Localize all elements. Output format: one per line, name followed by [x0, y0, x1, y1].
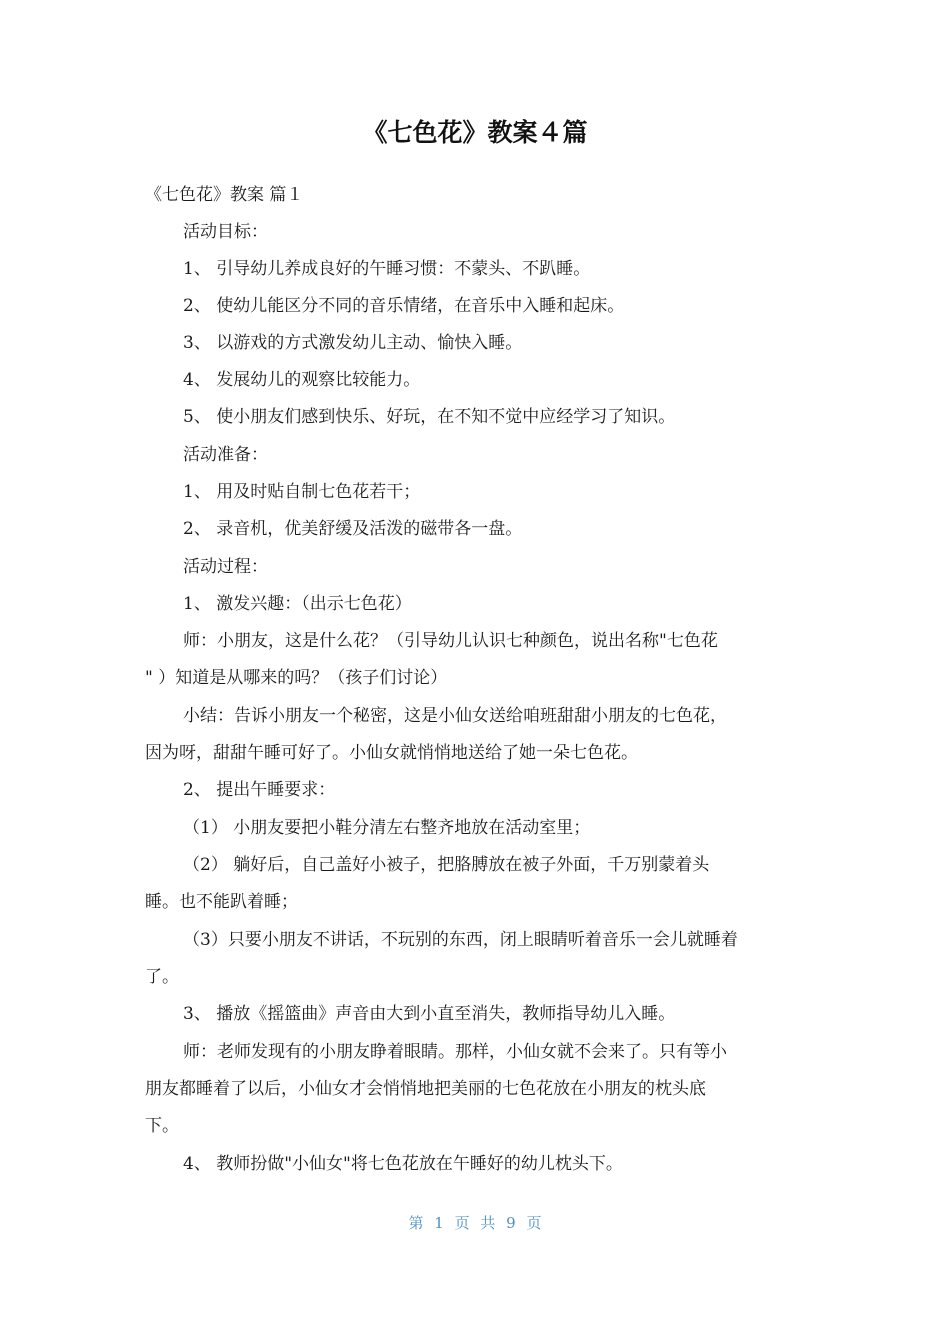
paragraph-line: 小结：告诉小朋友一个秘密，这是小仙女送给咱班甜甜小朋友的七色花，: [183, 706, 727, 726]
paragraph-line: 3、 播放《摇篮曲》声音由大到小直至消失，教师指导幼儿入睡。: [183, 1004, 676, 1024]
paragraph-line: 2、 使幼儿能区分不同的音乐情绪，在音乐中入睡和起床。: [183, 296, 625, 316]
paragraph-line: 活动准备：: [183, 445, 268, 465]
paragraph-line: 师：老师发现有的小朋友睁着眼睛。那样，小仙女就不会来了。只有等小: [183, 1042, 727, 1062]
paragraph-line: 4、 教师扮做"小仙女"将七色花放在午睡好的幼儿枕头下。: [183, 1154, 623, 1174]
paragraph-line: 睡。也不能趴着睡；: [145, 892, 298, 912]
page-number-footer: 第 1 页 共 9 页: [408, 1214, 542, 1232]
paragraph-line: 3、 以游戏的方式激发幼儿主动、愉快入睡。: [183, 333, 523, 353]
paragraph-line: 1、 用及时贴自制七色花若干；: [183, 482, 421, 502]
paragraph-line: 4、 发展幼儿的观察比较能力。: [183, 370, 421, 390]
paragraph-line: 1、 引导幼儿养成良好的午睡习惯：不蒙头、不趴睡。: [183, 259, 591, 279]
paragraph-line: （1） 小朋友要把小鞋分清左右整齐地放在活动室里；: [183, 818, 591, 838]
paragraph-line: 2、 提出午睡要求：: [183, 780, 336, 800]
paragraph-line: 活动目标：: [183, 222, 268, 242]
paragraph-line: 师：小朋友，这是什么花？（引导幼儿认识七种颜色，说出名称"七色花: [183, 631, 718, 651]
paragraph-line: " ）知道是从哪来的吗？（孩子们讨论）: [145, 668, 448, 688]
paragraph-line: 了。: [145, 967, 179, 987]
paragraph-line: 活动过程：: [183, 557, 268, 577]
paragraph-line: 下。: [145, 1116, 179, 1136]
document-title: 《七色花》教案４篇: [362, 118, 588, 147]
paragraph-line: 1、 激发兴趣：（出示七色花）: [183, 594, 412, 614]
paragraph-line: 5、 使小朋友们感到快乐、好玩，在不知不觉中应经学习了知识。: [183, 407, 676, 427]
section-heading: 《七色花》教案 篇１: [145, 185, 304, 205]
paragraph-line: 因为呀，甜甜午睡可好了。小仙女就悄悄地送给了她一朵七色花。: [145, 743, 638, 763]
paragraph-line: 朋友都睡着了以后，小仙女才会悄悄地把美丽的七色花放在小朋友的枕头底: [145, 1079, 706, 1099]
paragraph-line: 2、 录音机，优美舒缓及活泼的磁带各一盘。: [183, 519, 523, 539]
paragraph-line: （2） 躺好后，自己盖好小被子，把胳膊放在被子外面，千万别蒙着头: [183, 855, 710, 875]
paragraph-line: （3）只要小朋友不讲话，不玩别的东西，闭上眼睛听着音乐一会儿就睡着: [183, 930, 738, 950]
